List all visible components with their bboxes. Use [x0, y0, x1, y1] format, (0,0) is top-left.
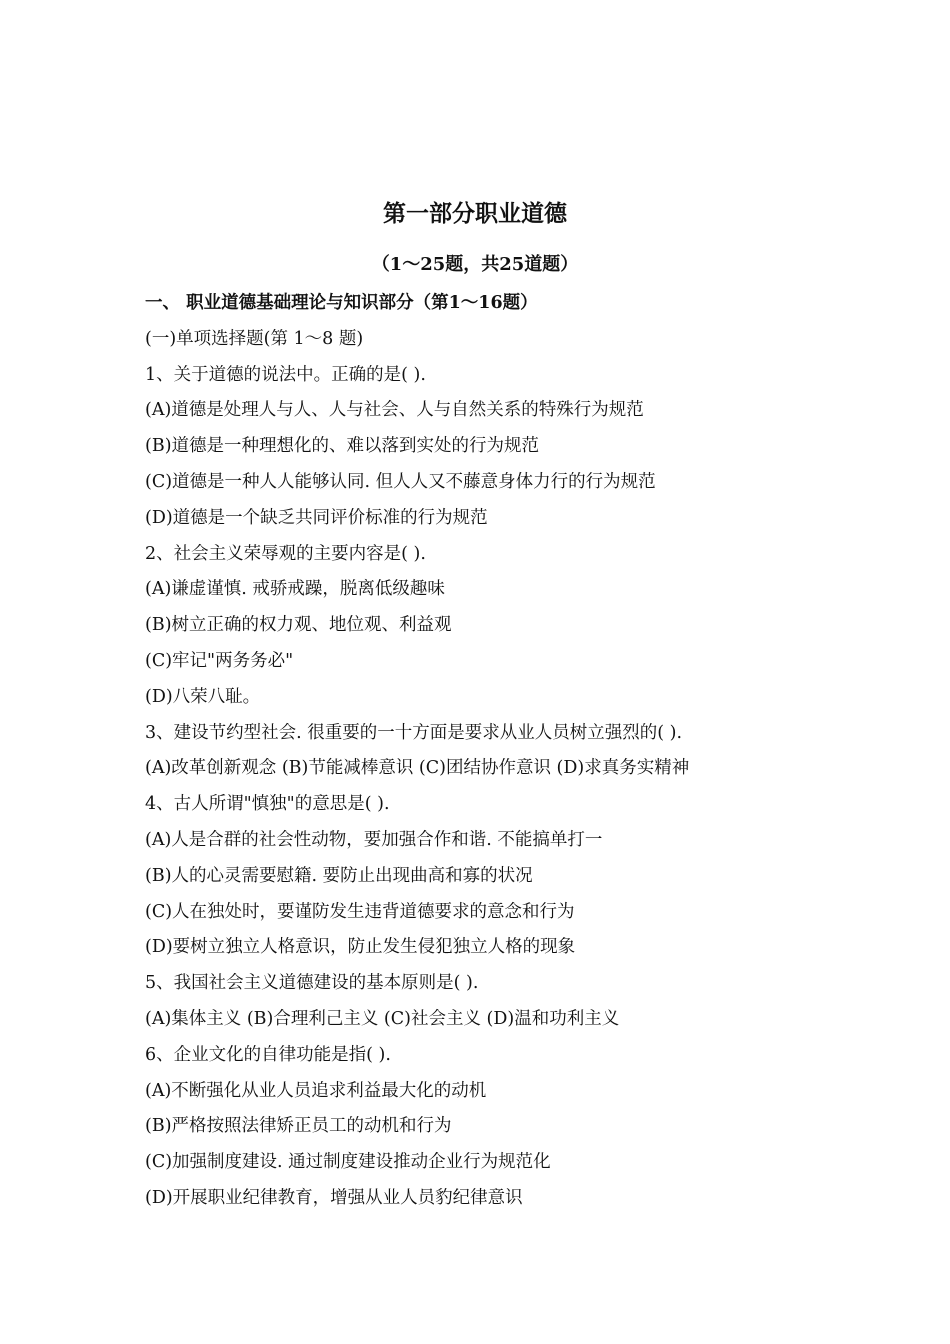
question-1-option-b: (B)道德是一种理想化的、难以落到实处的行为规范	[145, 436, 540, 457]
question-1: 1、关于道德的说法中。正确的是( ).	[145, 364, 426, 385]
question-2-option-c: (C)牢记"两务务必"	[145, 650, 294, 671]
question-6: 6、企业文化的自律功能是指( ).	[145, 1044, 391, 1065]
question-4: 4、古人所谓"慎独"的意思是( ).	[145, 794, 390, 815]
question-6-option-a: (A)不断强化从业人员追求利益最大化的动机	[145, 1080, 487, 1101]
question-4-option-b: (B)人的心灵需要慰籍. 要防止出现曲高和寡的状况	[145, 865, 533, 886]
question-1-option-a: (A)道德是处理人与人、人与社会、人与自然关系的特殊行为规范	[145, 400, 644, 421]
subsection-heading: (一)单项选择题(第 1～8 题)	[145, 328, 364, 349]
question-5: 5、我国社会主义道德建设的基本原则是( ).	[145, 973, 479, 994]
question-2-option-b: (B)树立正确的权力观、地位观、利益观	[145, 615, 452, 636]
question-3: 3、建设节约型社会. 很重要的一十方面是要求从业人员树立强烈的( ).	[145, 722, 683, 743]
question-6-option-d: (D)开展职业纪律教育，增强从业人员豹纪律意识	[145, 1187, 523, 1208]
question-1-option-c: (C)道德是一种人人能够认同. 但人人又不藤意身体力行的行为规范	[145, 471, 656, 492]
question-2-option-a: (A)谦虚谨慎. 戒骄戒躁，脱离低级趣味	[145, 579, 445, 600]
page-title: 第一部分职业道德	[383, 200, 567, 227]
question-4-option-d: (D)要树立独立人格意识，防止发生侵犯独立人格的现象	[145, 937, 576, 958]
question-6-option-b: (B)严格按照法律矫正员工的动机和行为	[145, 1116, 452, 1137]
question-5-options: (A)集体主义 (B)合理利己主义 (C)社会主义 (D)温和功利主义	[145, 1008, 620, 1029]
question-list	[145, 286, 925, 1217]
question-4-option-c: (C)人在独处时，要谨防发生违背道德要求的意念和行为	[145, 901, 575, 922]
question-1-option-d: (D)道德是一个缺乏共同评价标准的行为规范	[145, 507, 488, 528]
question-3-options: (A)改革创新观念 (B)节能减棒意识 (C)团结协作意识 (D)求真务实精神	[145, 758, 690, 779]
page-subtitle: （1～25题，共25道题）	[371, 254, 579, 275]
section-heading: 一、 职业道德基础理论与知识部分（第1～16题）	[145, 293, 538, 313]
question-6-option-c: (C)加强制度建设. 通过制度建设推动企业行为规范化	[145, 1152, 551, 1173]
question-4-option-a: (A)人是合群的社会性动物，要加强合作和谐. 不能搞单打一	[145, 829, 603, 850]
question-2-option-d: (D)八荣八耻。	[145, 686, 261, 707]
question-2: 2、社会主义荣辱观的主要内容是( ).	[145, 543, 426, 564]
